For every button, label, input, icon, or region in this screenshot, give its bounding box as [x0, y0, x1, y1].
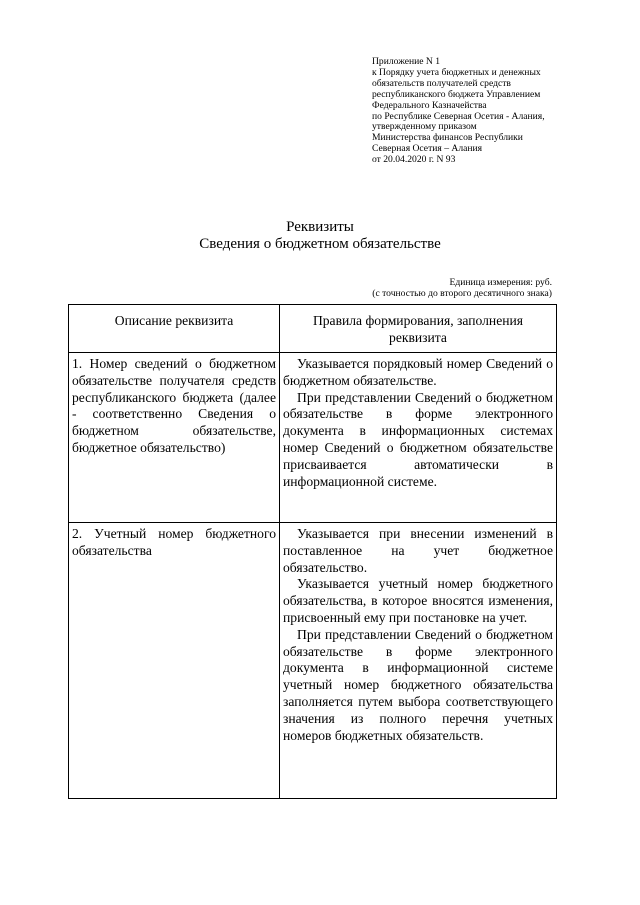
appendix-line: утвержденному приказом	[372, 121, 477, 133]
precision-line: (с точностью до второго десятичного знака)	[372, 287, 552, 299]
appendix-line: Министерства финансов Республики	[372, 132, 523, 144]
table-cell-description	[69, 523, 280, 799]
appendix-line: Федерального Казначейства	[372, 99, 487, 111]
table-row	[69, 523, 557, 799]
description-text: 2. Учетный номер бюджетного обязательства	[72, 526, 276, 558]
appendix-line: Северная Осетия – Алания	[372, 143, 483, 155]
appendix-line: обязательств получателей средств	[372, 77, 511, 89]
units-note	[372, 278, 552, 300]
appendix-line: к Порядку учета бюджетных и денежных	[372, 66, 541, 78]
description-text: 1. Номер сведений о бюджетном обязательстве получателя средств республиканского бюджета (далее - соответственно Сведения о бюджетном обязательстве, бюджетное обязательство)	[72, 356, 276, 455]
table-header-row	[69, 305, 557, 353]
units-line: Единица измерения: руб.	[449, 277, 552, 288]
table-cell-rules	[280, 353, 557, 523]
document-subtitle: Сведения о бюджетном обязательстве	[199, 236, 441, 252]
document-title: Реквизиты	[286, 219, 354, 235]
rule-paragraph: Указывается при внесении изменений в поставленное на учет бюджетное обязательство.	[283, 526, 553, 575]
table-row	[69, 353, 557, 523]
rule-paragraph: При представлении Сведений о бюджетном обязательстве в форме электронного документа в информационной системе учетный номер бюджетного обязательства заполняется путем выбора соответствующего значения из полного перечня учетных номеров бюджетных обязательств.	[283, 626, 553, 743]
appendix-line: республиканского бюджета Управлением	[372, 88, 541, 100]
rule-paragraph: При представлении Сведений о бюджетном обязательстве в форме электронного документа в информационных системах номер Сведений о бюджетном обязательстве присваивается автоматически в информационной системе.	[283, 389, 553, 489]
column-header-rules: Правила формирования, заполнения реквизита	[280, 305, 557, 353]
appendix-header	[372, 57, 582, 166]
requisites-table	[68, 304, 557, 799]
table-cell-description	[69, 353, 280, 523]
appendix-line: от 20.04.2020 г. N 93	[372, 154, 456, 166]
rule-paragraph: Указывается учетный номер бюджетного обязательства, в которое вносятся изменения, присвоенный ему при постановке на учет.	[283, 576, 553, 625]
appendix-line: по Республике Северная Осетия - Алания,	[372, 110, 545, 122]
column-header-description: Описание реквизита	[69, 305, 280, 353]
appendix-line: Приложение N 1	[372, 56, 441, 67]
rule-paragraph: Указывается порядковый номер Сведений о бюджетном обязательстве.	[283, 356, 553, 388]
table-cell-rules	[280, 523, 557, 799]
